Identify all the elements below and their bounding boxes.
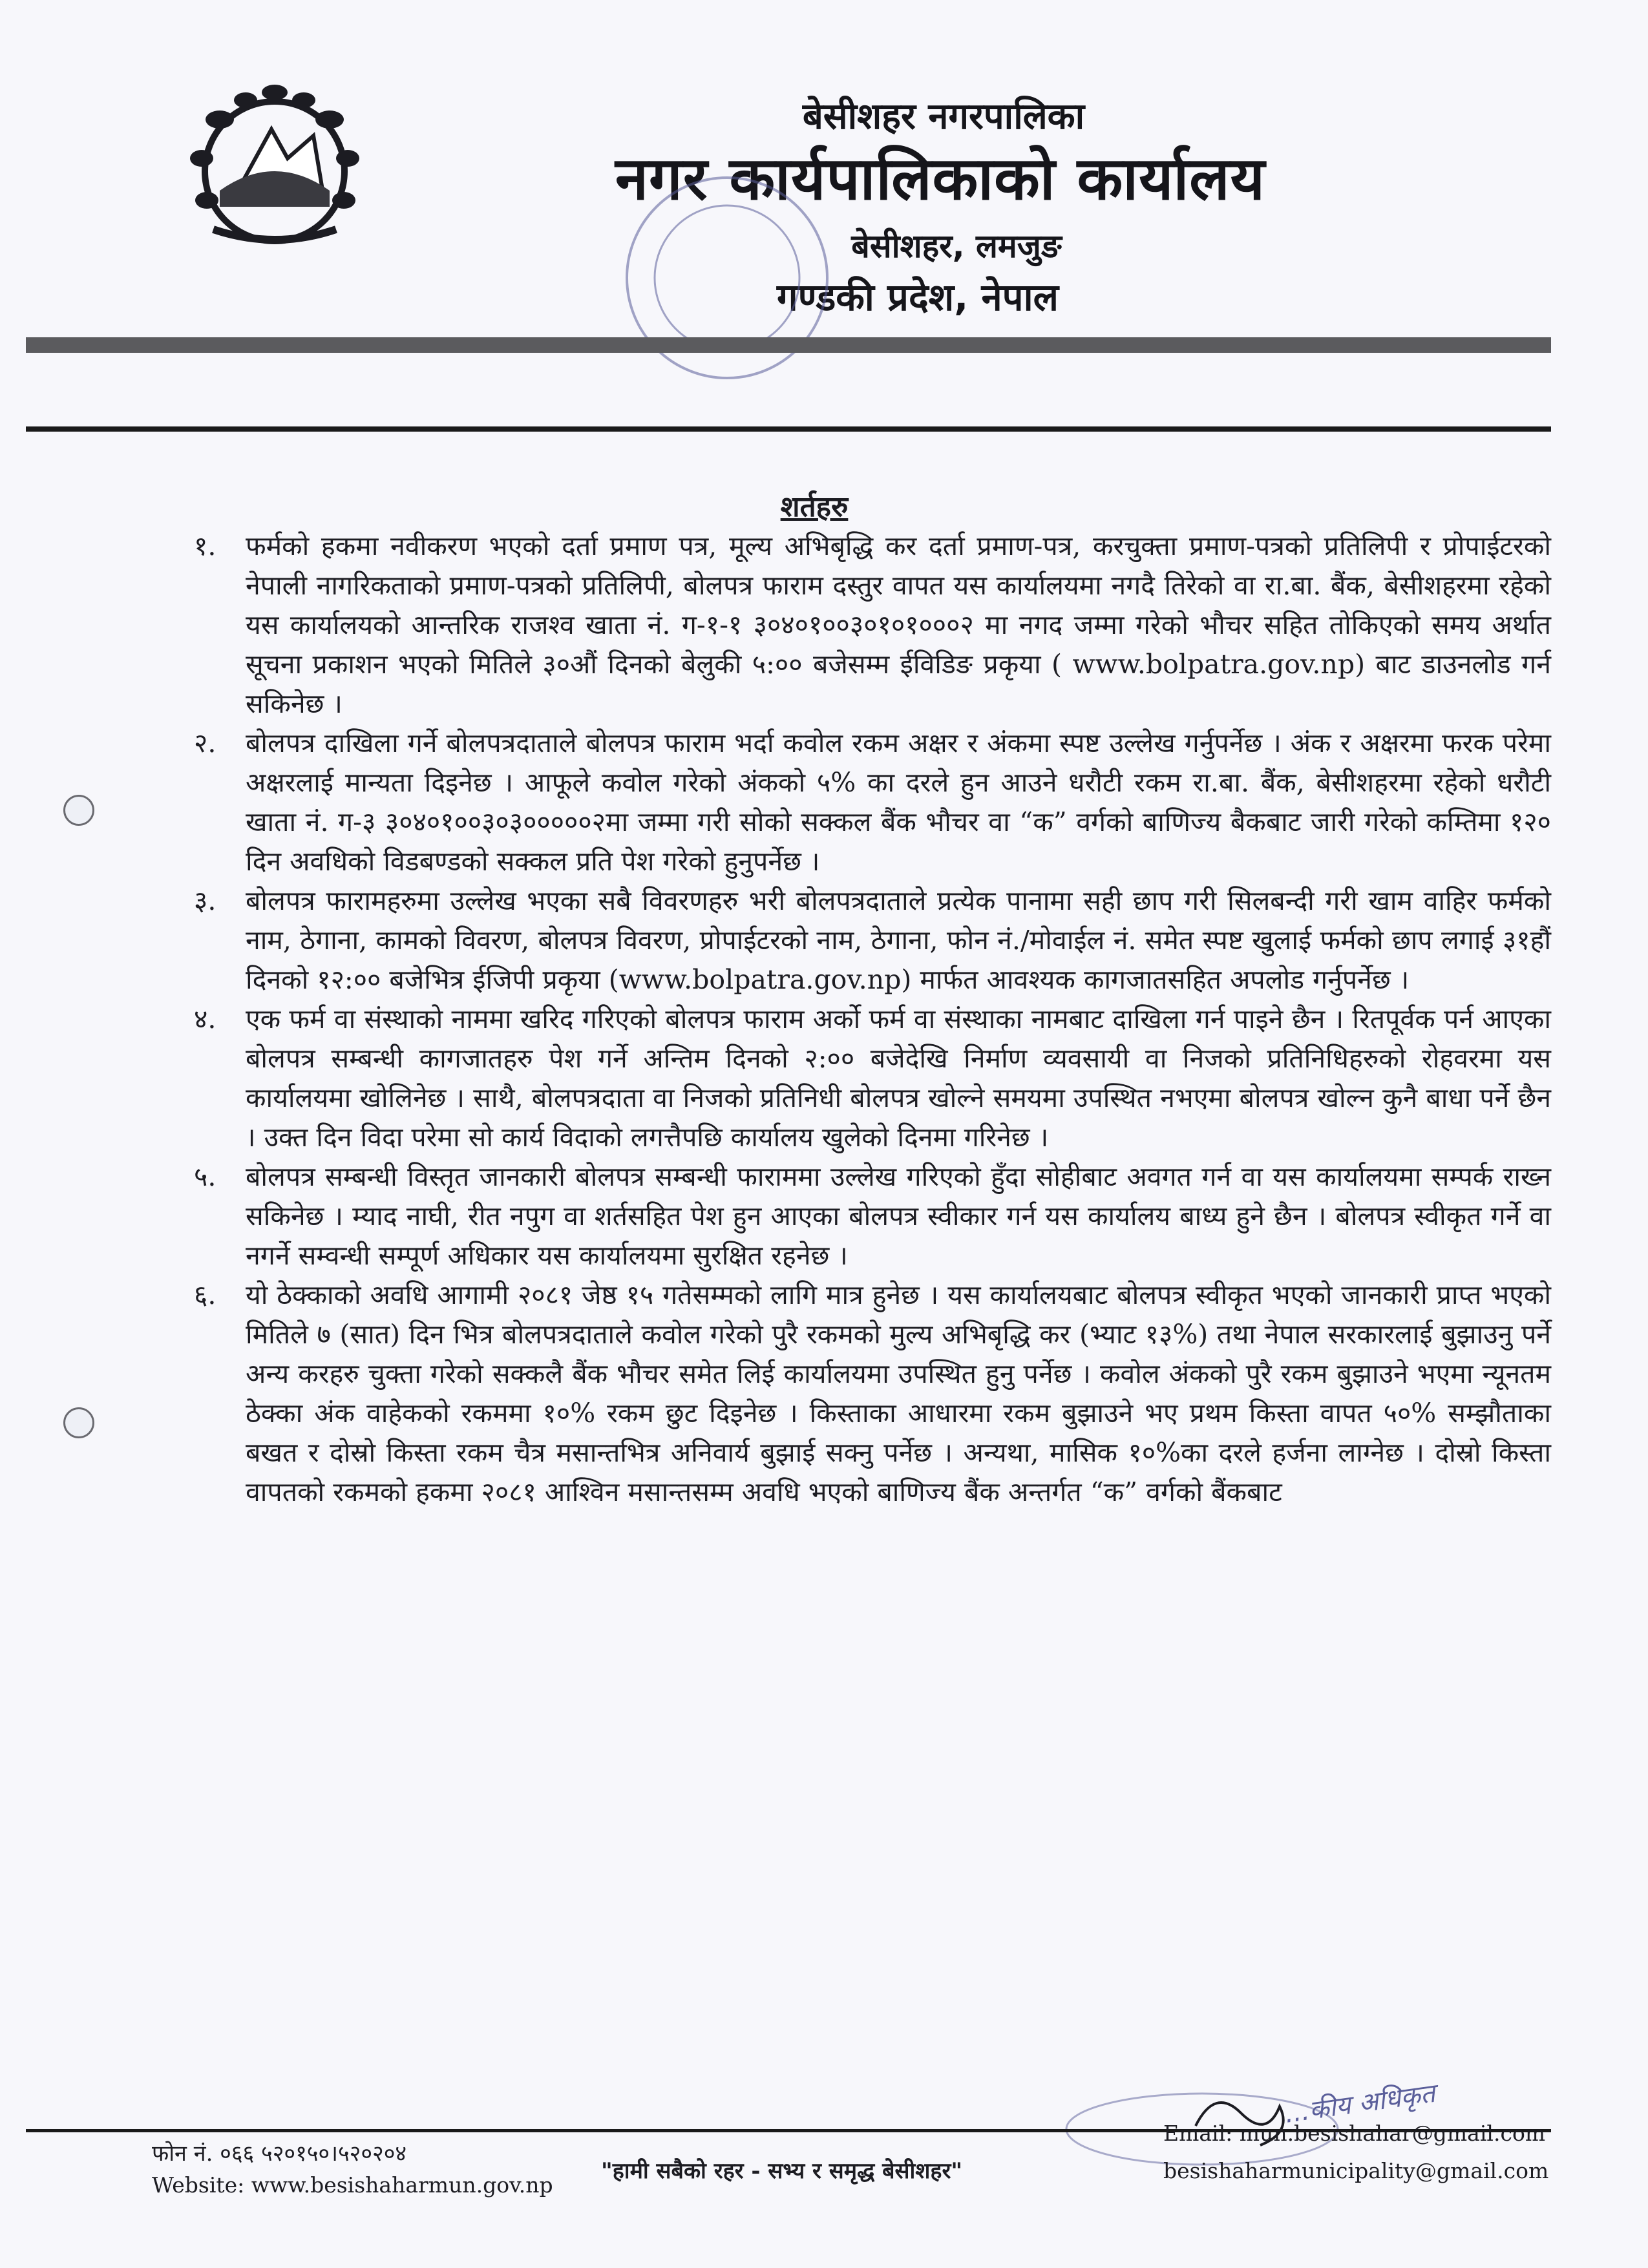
office-name: नगर कार्यपालिकाको कार्यालय	[615, 144, 1266, 213]
municipality-name: बेसीशहर नगरपालिका	[802, 96, 1085, 138]
list-item	[194, 881, 1551, 1000]
list-item	[194, 1000, 1551, 1157]
punch-hole	[63, 1407, 94, 1438]
term-text: फर्मको हकमा नवीकरण भएको दर्ता प्रमाण पत्र, मूल्य अभिबृद्धि कर दर्ता प्रमाण-पत्र, करचुक्ता प्रमाण-पत्रको प्रतिलिपी र प्रोपाईटरको नेपाली नागरिकताको प्रमाण-पत्रको प्रतिलिपी, बोलपत्र फाराम दस्तुर वापत यस कार्यालयमा नगदै तिरेको वा रा.बा. बैंक, बेसीशहरमा रहेको यस कार्यालयको आन्तरिक राजश्व खाता नं. ग-१-१ ३०४०१००३०१०१०००२ मा नगद जम्मा गरेको भौचर सहित तोकिएको समय अर्थात सूचना प्रकाशन भएको मितिले ३०औं दिनको बेलुकी ५:०० बजेसम्म ईविडिङ प्रकृया ( www.bolpatra.gov.np) बाट डाउनलोड गर्न सकिनेछ ।	[246, 530, 1551, 719]
term-text: एक फर्म वा संस्थाको नाममा खरिद गरिएको बोलपत्र फाराम अर्को फर्म वा संस्थाका नामबाट दाखिला गर्न पाइने छैन । रितपूर्वक पर्न आएका बोलपत्र सम्बन्धी कागजातहरु पेश गर्ने अन्तिम दिनको २:०० बजेदेखि निर्माण व्यवसायी वा निजको प्रतिनिधिहरुको रोहवरमा यस कार्यालयमा खोलिनेछ । साथै, बोलपत्रदाता वा निजको प्रतिनिधी बोलपत्र खोल्ने समयमा उपस्थित नभएमा बोलपत्र खोल्न कुनै बाधा पर्ने छैन । उक्त दिन विदा परेमा सो कार्य विदाको लगत्तैपछि कार्यालय खुलेको दिनमा गरिनेछ ।	[246, 1003, 1551, 1153]
term-number: ५.	[194, 1161, 217, 1192]
conditions-list	[194, 527, 1551, 1512]
footer-website: Website: www.besishaharmun.gov.np	[152, 2172, 553, 2198]
conditions-title: शर्तहरु	[780, 490, 849, 523]
footer-slogan: "हामी सबैको रहर - सभ्य र समृद्ध बेसीशहर"	[601, 2158, 963, 2184]
term-number: ६.	[194, 1279, 217, 1310]
term-number: ४.	[194, 1003, 217, 1034]
term-number: ३.	[194, 885, 217, 916]
footer-email-alt: besishaharmunicipality@gmail.com	[1163, 2158, 1549, 2183]
term-text: बोलपत्र फारामहरुमा उल्लेख भएका सबै विवरणहरु भरी बोलपत्रदाताले प्रत्येक पानामा सही छाप गरी सिलबन्दी गरी खाम वाहिर फर्मको नाम, ठेगाना, कामको विवरण, बोलपत्र विवरण, प्रोपाईटरको नाम, ठेगाना, फोन नं./मोवाईल नं. समेत स्पष्ट खुलाई फर्मको छाप लगाई ३१हौं दिनको १२:०० बजेभित्र ईजिपी प्रकृया (www.bolpatra.gov.np) मार्फत आवश्यक कागजातसहित अपलोड गर्नुपर्नेछ ।	[246, 885, 1551, 995]
term-text: बोलपत्र सम्बन्धी विस्तृत जानकारी बोलपत्र सम्बन्धी फाराममा उल्लेख गरिएको हुँदा सोहीबाट अवगत गर्न वा यस कार्यालयमा सम्पर्क राख्न सकिनेछ । म्याद नाघी, रीत नपुग वा शर्तसहित पेश हुन आएका बोलपत्र स्वीकार गर्न यस कार्यालय बाध्य हुने छैन । बोलपत्र स्वीकृत गर्ने वा नगर्ने सम्वन्धी सम्पूर्ण अधिकार यस कार्यालयमा सुरक्षित रहनेछ ।	[246, 1161, 1551, 1271]
term-number: २.	[194, 728, 217, 759]
signature-stamp-text: ...कीय अधिकृत	[1282, 2078, 1437, 2129]
list-item	[194, 1276, 1551, 1512]
footer-phone: फोन नं. ०६६ ५२०१५०।५२०२०४	[152, 2141, 407, 2167]
office-round-stamp	[595, 168, 860, 388]
signature-stamp	[1047, 2068, 1448, 2171]
list-item	[194, 724, 1551, 881]
term-text: बोलपत्र दाखिला गर्ने बोलपत्रदाताले बोलपत्र फाराम भर्दा कवोल रकम अक्षर र अंकमा स्पष्ट उल्लेख गर्नुपर्नेछ । अंक र अक्षरमा फरक परेमा अक्षरलाई मान्यता दिइनेछ । आफूले कवोल गरेको अंकको ५% का दरले हुन आउने धरौटी रकम रा.बा. बैंक, बेसीशहरमा रहेको धरौटी खाता नं. ग-३ ३०४०१००३०३०००००२मा जम्मा गरी सोको सक्कल बैंक भौचर वा “क” वर्गको बाणिज्य बैकबाट जारी गरेको कम्तिमा १२० दिन अवधिको विडबण्डको सक्कल प्रति पेश गरेको हुनुपर्नेछ ।	[246, 728, 1551, 877]
office-address: बेसीशहर, लमजुङ	[851, 227, 1062, 265]
footer-email: Email: mun.besishahar@gmail.com	[1163, 2121, 1546, 2146]
term-number: १.	[194, 530, 217, 562]
list-item	[194, 1157, 1551, 1276]
list-item	[194, 527, 1551, 724]
nepal-emblem-icon	[174, 74, 375, 262]
header-band	[26, 337, 1551, 353]
header-rule	[26, 426, 1551, 432]
term-text: यो ठेक्काको अवधि आगामी २०८१ जेष्ठ १५ गतेसम्मको लागि मात्र हुनेछ । यस कार्यालयबाट बोलपत्र स्वीकृत भएको जानकारी प्राप्त भएको मितिले ७ (सात) दिन भित्र बोलपत्रदाताले कवोल गरेको पुरै रकमको मुल्य अभिबृद्धि कर (भ्याट १३%) तथा नेपाल सरकारलाई बुझाउनु पर्ने अन्य करहरु चुक्ता गरेको सक्कलै बैंक भौचर समेत लिई कार्यालयमा उपस्थित हुनु पर्नेछ । कवोल अंकको पुरै रकम बुझाउने भएमा न्यूनतम ठेक्का अंक वाहेकको रकममा १०% रकम छुट दिइनेछ । किस्ताका आधारमा रकम बुझाउने भए प्रथम किस्ता वापत ५०% सम्झौताका बखत र दोस्रो किस्ता रकम चैत्र मसान्तभित्र अनिवार्य बुझाई सक्नु पर्नेछ । अन्यथा, मासिक १०%का दरले हर्जना लाग्नेछ । दोस्रो किस्ता वापतको रकमको हकमा २०८१ आश्विन मसान्तसम्म अवधि भएको बाणिज्य बैंक अन्तर्गत “क” वर्गको बैंकबाट	[246, 1279, 1551, 1507]
province-name: गण्डकी प्रदेश, नेपाल	[777, 275, 1059, 319]
punch-hole	[63, 795, 94, 826]
